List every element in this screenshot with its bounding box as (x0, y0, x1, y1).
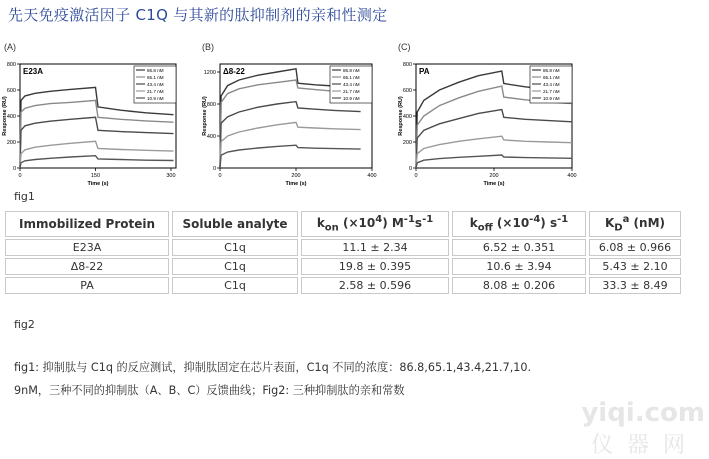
header-kd (589, 211, 681, 237)
cell-koff: 10.6 ± 3.94 (452, 258, 586, 275)
series-line (416, 155, 572, 168)
y-tick-label: 0 (212, 166, 216, 172)
watermark-url: yiqi.com (581, 398, 705, 428)
kon-s-sup: -1 (422, 214, 434, 226)
panel-letter: (C) (398, 42, 411, 52)
koff-sup: -4 (529, 214, 541, 226)
y-tick-label: 400 (402, 114, 412, 120)
table-row (5, 277, 681, 294)
legend-label: 21.7 nM (543, 88, 560, 94)
kon-s: s (414, 216, 423, 231)
y-axis-label: Response (RU) (202, 96, 208, 136)
koff-text: (×10 (492, 216, 530, 231)
series-line (220, 145, 361, 168)
x-tick-label: 300 (166, 173, 176, 179)
legend-label: 21.7 nM (147, 88, 164, 94)
description-line-1: fig1: 抑制肽与 C1q 的反应测试，抑制肽固定在芯片表面，C1q 不同的浓度：86.8,65.1,43.4,21.7,10. (14, 361, 532, 374)
y-tick-label: 1200 (203, 70, 216, 76)
x-axis-label: Time (s) (483, 181, 505, 187)
cell-protein: Δ8-22 (5, 258, 169, 275)
watermark-cn: 仪器网 (590, 433, 699, 458)
legend-label: 10.9 nM (343, 95, 360, 101)
header-analyte: Soluble analyte (172, 211, 298, 237)
x-tick-label: 0 (18, 173, 22, 179)
x-tick-label: 400 (367, 173, 377, 179)
legend-label: 43.4 nM (343, 81, 360, 87)
y-tick-label: 0 (12, 166, 16, 172)
legend-label: 86.8 nM (147, 67, 164, 73)
y-tick-label: 800 (6, 62, 16, 68)
y-axis-label: Response (RU) (398, 96, 404, 136)
y-tick-label: 800 (402, 62, 412, 68)
legend-label: 65.1 nM (543, 74, 560, 80)
chart-title: Δ8-22 (223, 67, 245, 76)
kon-sup: 4 (375, 214, 383, 226)
x-tick-label: 150 (90, 173, 101, 179)
legend-label: 10.9 nM (147, 95, 164, 101)
table-header-row (5, 211, 681, 237)
legend-label: 43.4 nM (147, 81, 164, 87)
y-axis-label: Response (RU) (2, 96, 8, 136)
y-tick-label: 600 (402, 88, 412, 94)
cell-kon: 19.8 ± 0.395 (301, 258, 449, 275)
panel-b (200, 40, 390, 190)
kon-sub: on (324, 222, 339, 234)
fig1-caption: fig1 (14, 190, 35, 203)
legend-label: 65.1 nM (147, 74, 164, 80)
x-tick-label: 0 (218, 173, 222, 179)
koff-sub: off (477, 222, 493, 234)
legend-label: 43.4 nM (543, 81, 560, 87)
cell-protein: PA (5, 277, 169, 294)
kon-unit-sup: -1 (403, 214, 415, 226)
cell-kd: 5.43 ± 2.10 (589, 258, 681, 275)
table-row (5, 239, 681, 256)
y-tick-label: 0 (408, 166, 412, 172)
series-line (416, 136, 572, 168)
legend-label: 86.8 nM (543, 67, 560, 73)
x-tick-label: 0 (414, 173, 418, 179)
cell-analyte: C1q (172, 277, 298, 294)
cell-kon: 2.58 ± 0.596 (301, 277, 449, 294)
series-line (20, 141, 174, 168)
kon-symbol: k (316, 216, 325, 231)
affinity-table (2, 209, 684, 296)
x-tick-label: 200 (291, 173, 301, 179)
chart-title: PA (419, 67, 430, 76)
legend-label: 86.8 nM (343, 67, 360, 73)
panel-letter: (B) (202, 42, 214, 52)
y-tick-label: 200 (402, 140, 412, 146)
panel-a (2, 40, 192, 190)
description-line-2: 9nM，三种不同的抑制肽（A、B、C）反馈曲线；Fig2: 三种抑制肽的亲和常数 (14, 384, 405, 397)
chart-title: E23A (23, 67, 44, 76)
y-tick-label: 400 (6, 114, 16, 120)
panel-letter: (A) (4, 42, 16, 52)
series-line (20, 156, 174, 168)
header-koff (452, 211, 586, 237)
header-kon (301, 211, 449, 237)
y-tick-label: 800 (206, 102, 216, 108)
cell-koff: 6.52 ± 0.351 (452, 239, 586, 256)
legend-label: 21.7 nM (343, 88, 360, 94)
y-tick-label: 600 (6, 88, 16, 94)
cell-analyte: C1q (172, 239, 298, 256)
y-tick-label: 400 (206, 134, 216, 140)
fig2-caption: fig2 (14, 318, 35, 331)
cell-koff: 8.08 ± 0.206 (452, 277, 586, 294)
y-tick-label: 200 (6, 140, 16, 146)
series-line (220, 102, 361, 168)
kd-sub: D (614, 222, 623, 234)
table-row (5, 258, 681, 275)
koff-unit-sup: -1 (557, 214, 569, 226)
legend-label: 65.1 nM (343, 74, 360, 80)
kinetics-chart-b (200, 40, 390, 190)
x-tick-label: 200 (489, 173, 499, 179)
cell-analyte: C1q (172, 258, 298, 275)
kd-symbol: K (604, 216, 615, 231)
kinetics-chart-c (396, 40, 596, 190)
panel-c (396, 40, 586, 190)
koff-unit: ) s (540, 216, 558, 231)
kd-unit: (nM) (629, 216, 665, 231)
koff-symbol: k (469, 216, 478, 231)
cell-kon: 11.1 ± 2.34 (301, 239, 449, 256)
x-tick-label: 400 (567, 173, 577, 179)
x-axis-label: Time (s) (87, 181, 109, 187)
x-axis-label: Time (s) (285, 181, 307, 187)
header-protein: Immobilized Protein (5, 211, 169, 237)
kon-unit: ) M (382, 216, 404, 231)
kd-sup: a (622, 214, 630, 226)
kinetics-chart-a (2, 40, 192, 190)
cell-kd: 33.3 ± 8.49 (589, 277, 681, 294)
legend-label: 10.9 nM (543, 95, 560, 101)
cell-kd: 6.08 ± 0.966 (589, 239, 681, 256)
page-title: 先天免疫激活因子 C1Q 与其新的肽抑制剂的亲和性测定 (8, 6, 388, 24)
kon-text: (×10 (338, 216, 376, 231)
cell-protein: E23A (5, 239, 169, 256)
